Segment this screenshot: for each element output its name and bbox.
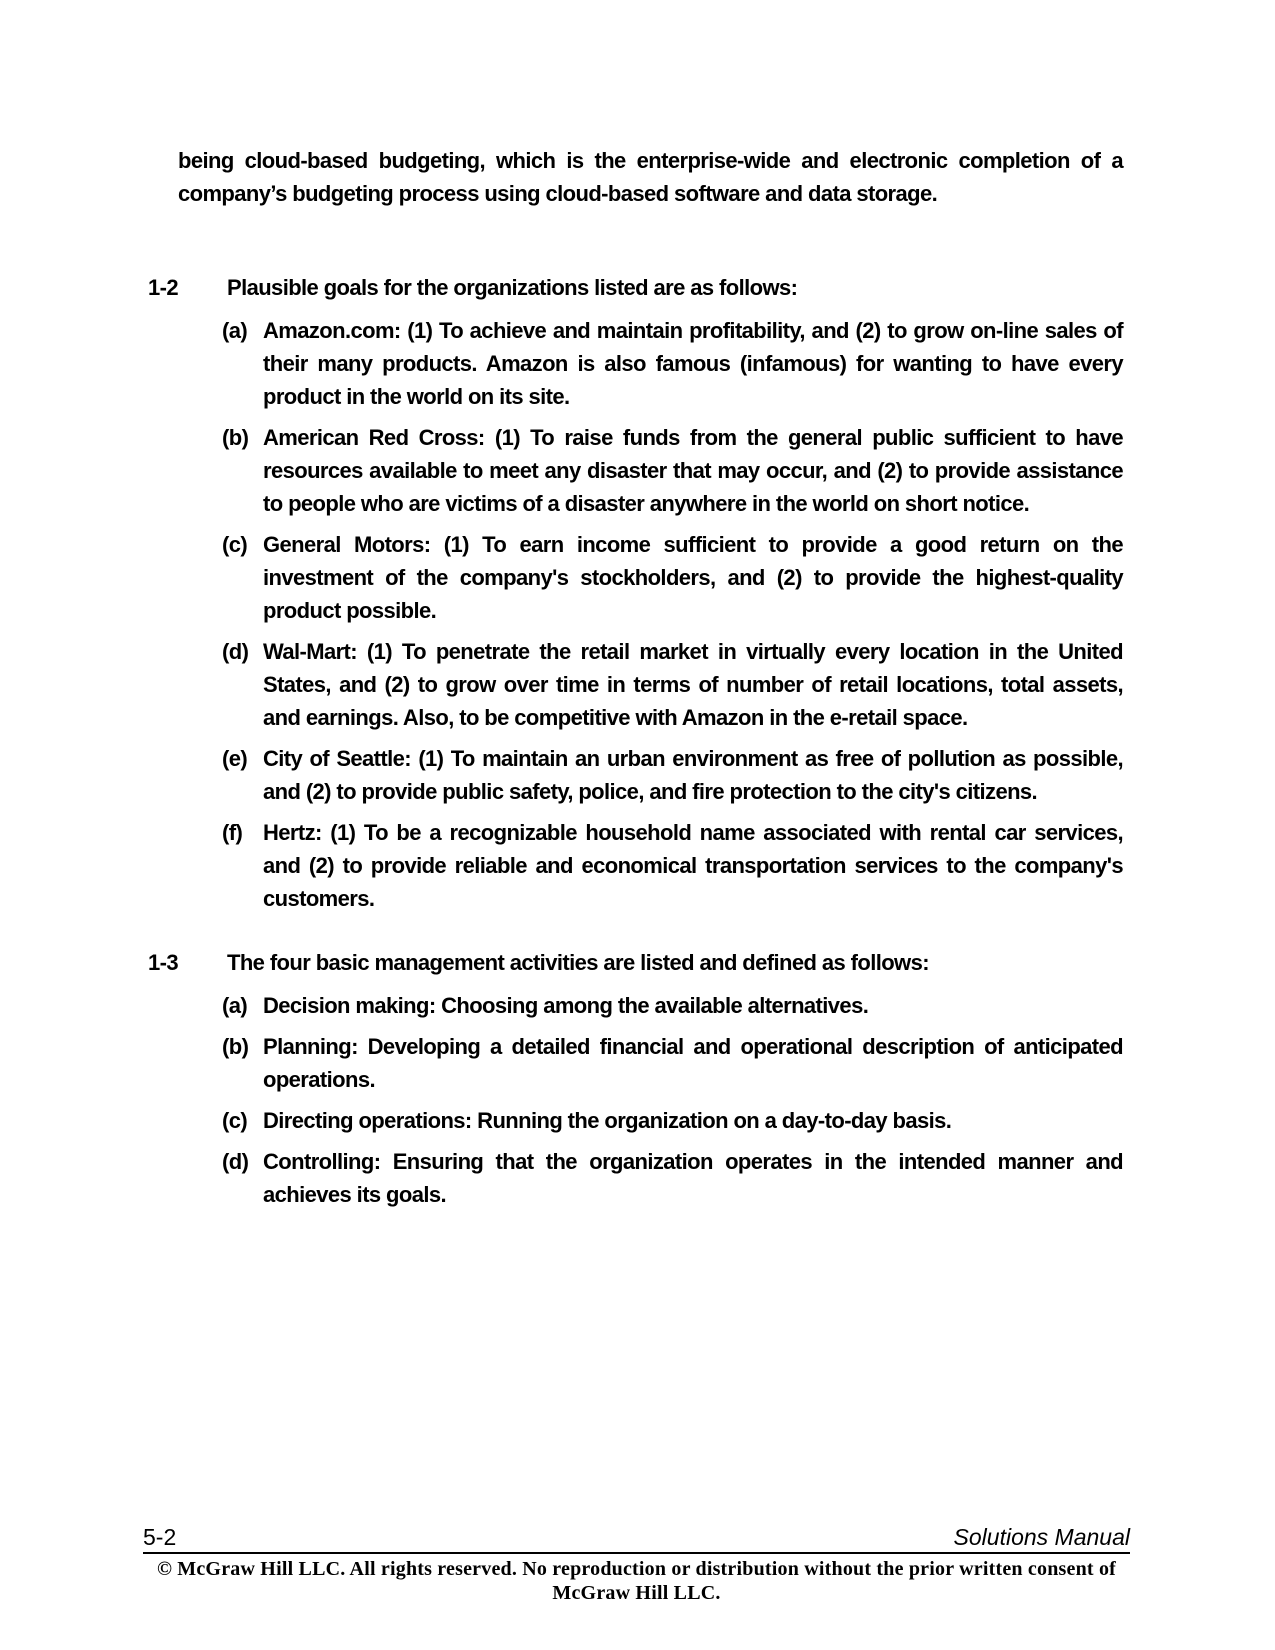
list-item-label: (f) <box>222 820 243 845</box>
list-item-label: (a) <box>222 318 248 343</box>
list-item-text: Controlling: Ensuring that the organization operates in the intended manner and achieves its goals. <box>263 1149 1123 1207</box>
question-heading-row <box>143 946 1123 979</box>
list-item-text: Decision making: Choosing among the available alternatives. <box>263 993 869 1018</box>
list-item-label: (d) <box>222 639 249 664</box>
list-item-text: Planning: Developing a detailed financial and operational description of anticipated operations. <box>263 1034 1123 1092</box>
list-item <box>143 742 1123 808</box>
list-item-text: Directing operations: Running the organization on a day-to-day basis. <box>263 1108 952 1133</box>
question-heading: The four basic management activities are listed and defined as follows: <box>227 950 929 975</box>
list-item-text: Wal-Mart: (1) To penetrate the retail market in virtually every location in the United States, and (2) to grow over time in terms of number of retail locations, total assets, and earnings. Also, to be competitive with Amazon in the e-retail space. <box>263 639 1123 730</box>
question-1-2 <box>143 271 1123 915</box>
list-item-text: Hertz: (1) To be a recognizable household name associated with rental car services, and (2) to provide reliable and economical transportation services to the company's customers. <box>263 820 1123 911</box>
list-item <box>143 635 1123 734</box>
list-item-text: General Motors: (1) To earn income sufficient to provide a good return on the investment of the company's stockholders, and (2) to provide the highest-quality product possible. <box>263 532 1123 623</box>
list-item-text: American Red Cross: (1) To raise funds from the general public sufficient to have resources available to meet any disaster that may occur, and (2) to provide assistance to people who are victims of a disaster anywhere in the world on short notice. <box>263 425 1123 516</box>
question-heading-row <box>143 271 1123 304</box>
question-number: 1-3 <box>148 950 178 975</box>
list-item-label: (c) <box>222 1108 248 1133</box>
question-heading: Plausible goals for the organizations listed are as follows: <box>227 275 798 300</box>
list-item <box>143 528 1123 627</box>
question-1-3 <box>143 946 1123 1211</box>
list-item-label: (a) <box>222 993 248 1018</box>
footer-rule-row <box>143 1524 1130 1554</box>
list-item <box>143 1145 1123 1211</box>
list-item <box>143 1030 1123 1096</box>
list-item <box>143 816 1123 915</box>
list-item-label: (e) <box>222 746 248 771</box>
list-item-label: (c) <box>222 532 248 557</box>
page-footer <box>143 1524 1130 1605</box>
list-item <box>143 421 1123 520</box>
copyright-notice: © McGraw Hill LLC. All rights reserved. No reproduction or distribution without the prior written consent of McGraw Hill LLC. <box>156 1558 1117 1604</box>
list-item-label: (d) <box>222 1149 249 1174</box>
list-item-text: Amazon.com: (1) To achieve and maintain profitability, and (2) to grow on-line sales of their many products. Amazon is also famous (infamous) for wanting to have every product in the world on its site. <box>263 318 1123 409</box>
list-item-label: (b) <box>222 1034 249 1059</box>
manual-title: Solutions Manual <box>953 1524 1130 1550</box>
page-content <box>143 144 1123 1219</box>
question-number: 1-2 <box>148 275 178 300</box>
intro-paragraph: being cloud-based budgeting, which is the enterprise-wide and electronic completion of a company’s budgeting process using cloud-based software and data storage. <box>178 148 1123 206</box>
list-item <box>143 314 1123 413</box>
list-item-text: City of Seattle: (1) To maintain an urban environment as free of pollution as possible, and (2) to provide public safety, police, and fire protection to the city's citizens. <box>263 746 1123 804</box>
list-item <box>143 1104 1123 1137</box>
page-number: 5-2 <box>143 1524 177 1550</box>
list-item <box>143 989 1123 1022</box>
list-item-label: (b) <box>222 425 249 450</box>
